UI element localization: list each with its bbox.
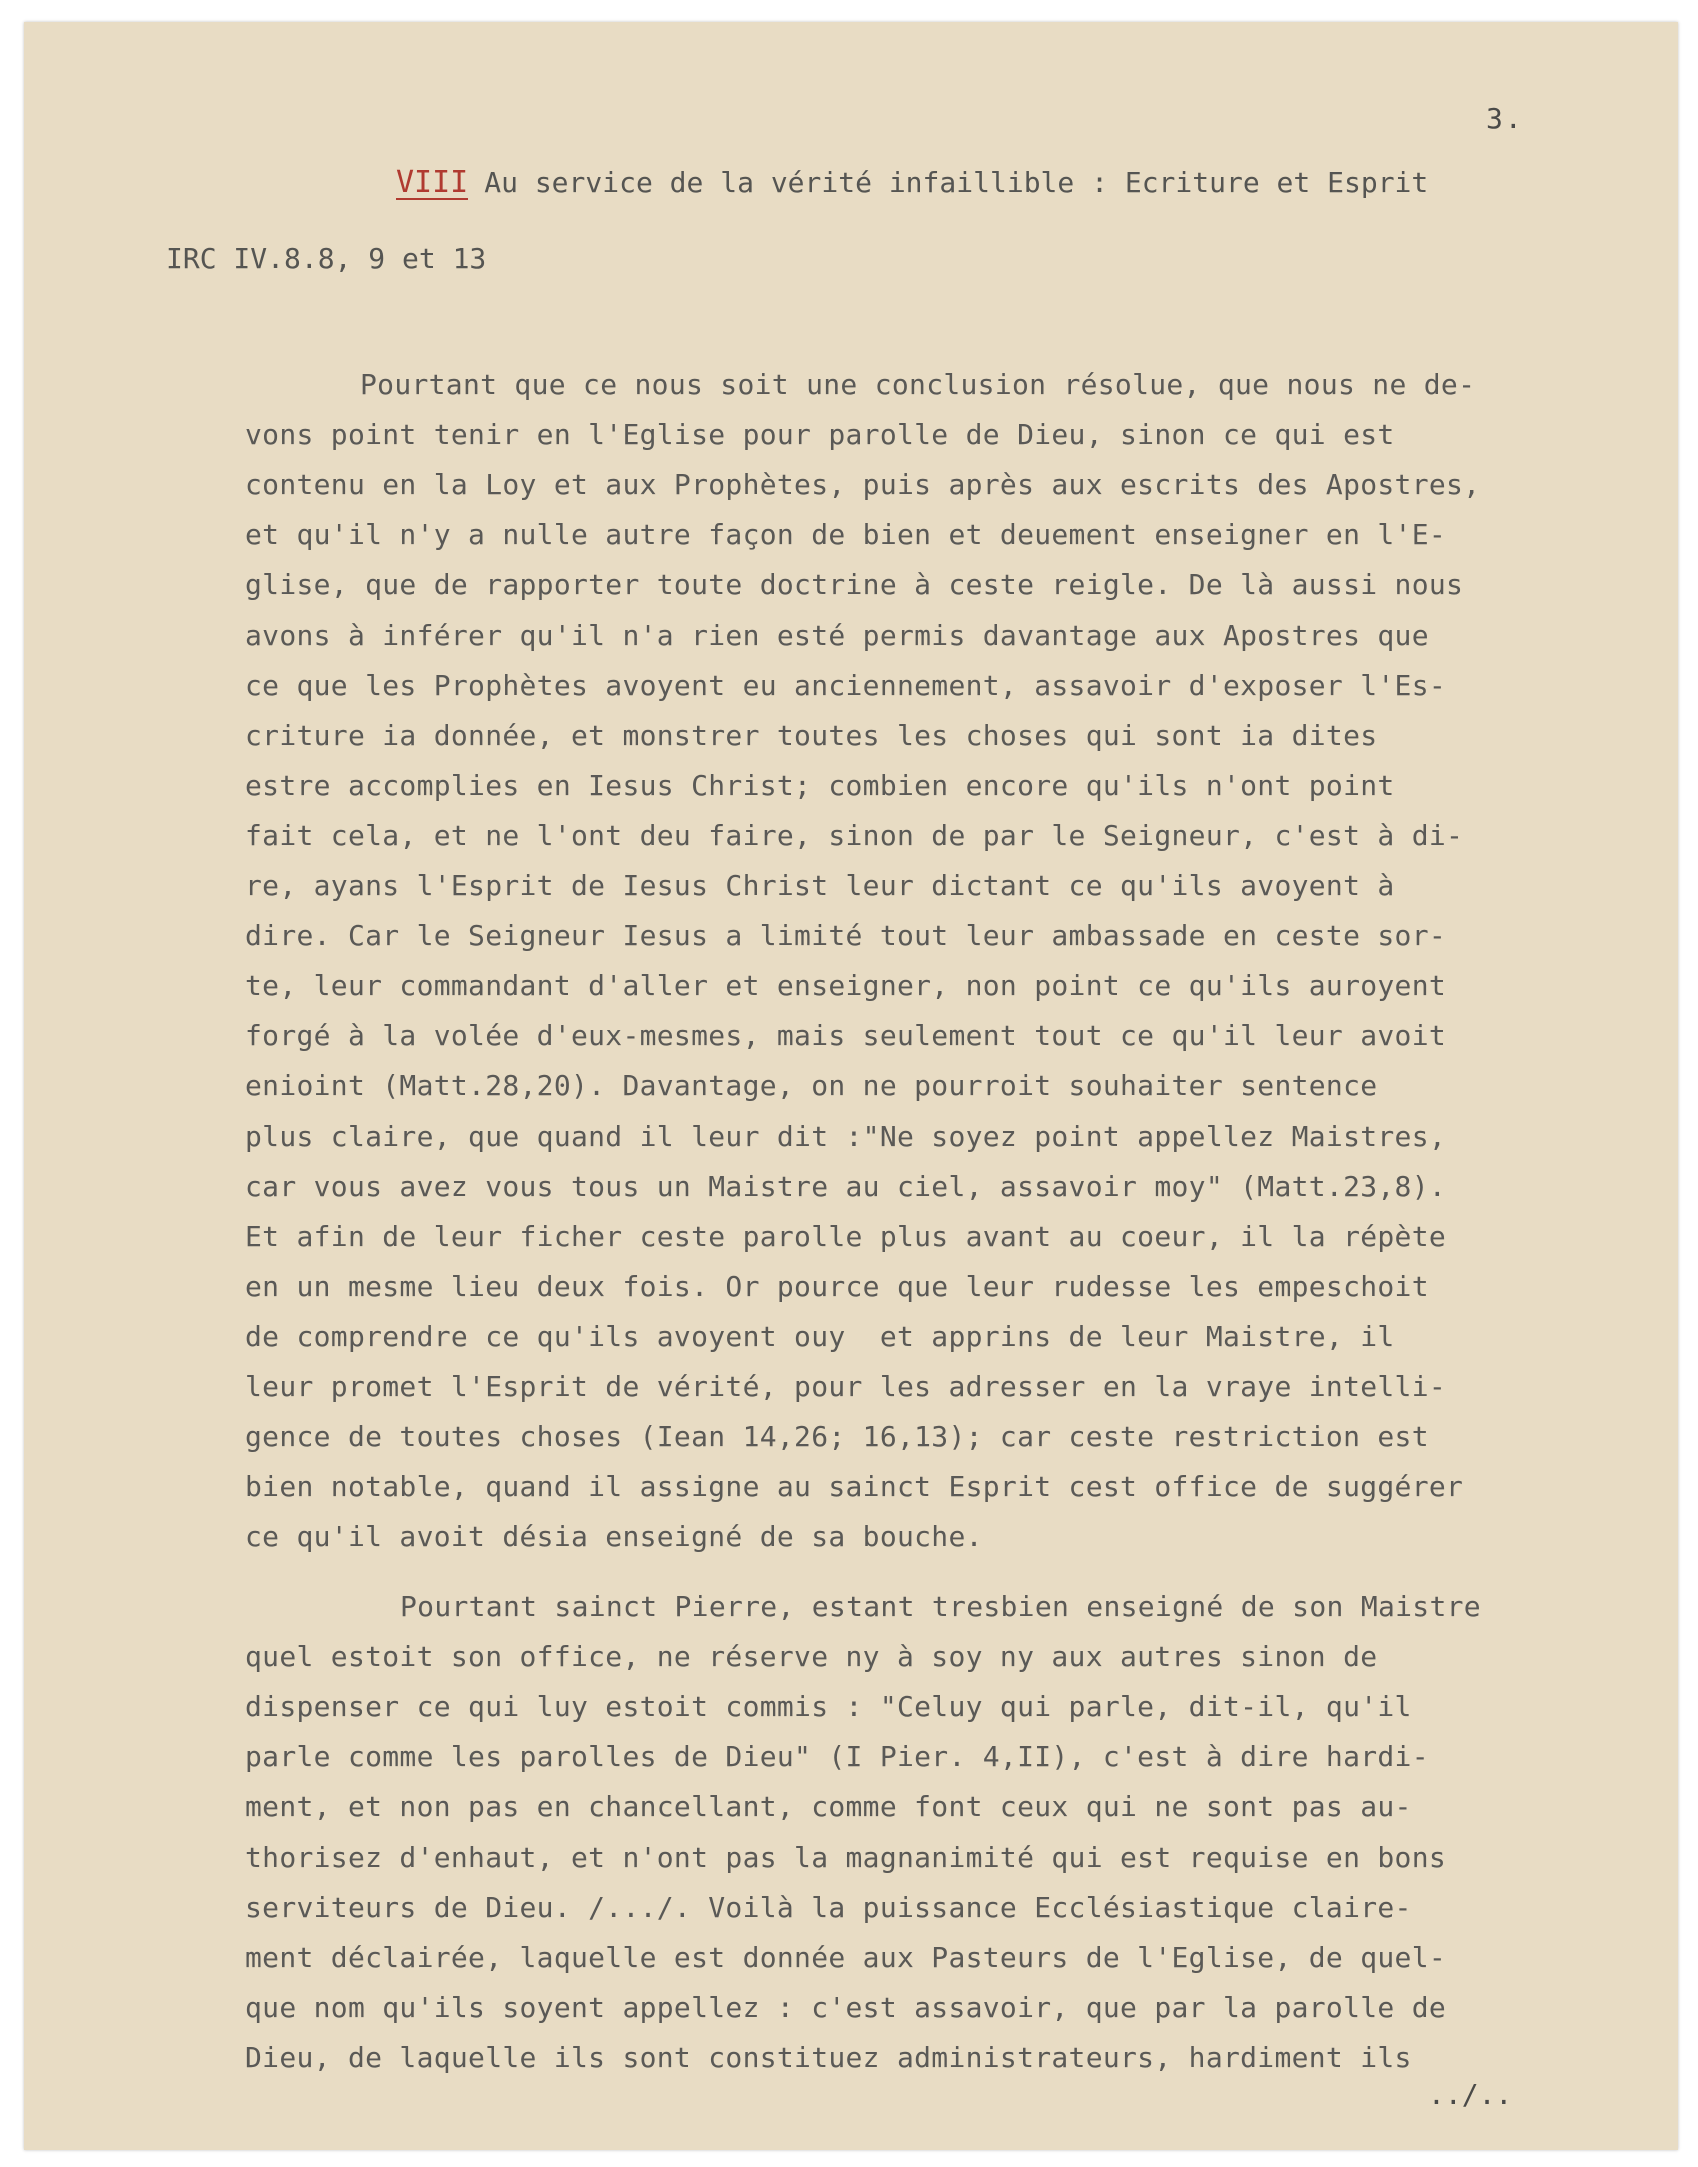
- text-line: Dieu, de laquelle ils sont constituez administrateurs, hardiment ils: [245, 2040, 1412, 2074]
- section-title: Au service de la vérité infaillible : Ecriture et Esprit: [484, 166, 1429, 199]
- text-line: re, ayans l'Esprit de Iesus Christ leur dictant ce qu'ils avoyent à: [245, 869, 1395, 902]
- text-line: Pourtant sainct Pierre, estant tresbien enseigné de son Maistre: [400, 1590, 1481, 1623]
- text-line: criture ia donnée, et monstrer toutes les choses qui sont ia dites: [245, 718, 1378, 752]
- continuation-mark: ../..: [1428, 2078, 1513, 2111]
- text-line: enioint (Matt.28,20). Davantage, on ne pourroit souhaiter sentence: [245, 1069, 1378, 1103]
- text-line: serviteurs de Dieu. /.../. Voilà la puissance Ecclésiastique claire-: [245, 1890, 1412, 1924]
- text-line: estre accomplies en Iesus Christ; combien encore qu'ils n'ont point: [245, 768, 1395, 802]
- text-line: et qu'il n'y a nulle autre façon de bien et deuement enseigner en l'E-: [245, 518, 1447, 552]
- text-line: contenu en la Loy et aux Prophètes, puis après aux escrits des Apostres,: [245, 468, 1481, 502]
- text-line: de comprendre ce qu'ils avoyent ouy et apprins de leur Maistre, il: [245, 1319, 1395, 1353]
- text-line: ment, et non pas en chancellant, comme font ceux qui ne sont pas au-: [245, 1790, 1412, 1824]
- text-line: Pourtant que ce nous soit une conclusion résolue, que nous ne de-: [360, 368, 1476, 401]
- text-line: plus claire, que quand il leur dit :"Ne soyez point appellez Maistres,: [245, 1119, 1447, 1153]
- text-line: Et afin de leur ficher ceste parolle plus avant au coeur, il la répète: [245, 1219, 1447, 1253]
- section-heading: [396, 166, 1428, 200]
- text-line: ce qu'il avoit désia enseigné de sa bouche.: [245, 1520, 983, 1554]
- text-line: leur promet l'Esprit de vérité, pour les adresser en la vraye intelli-: [245, 1370, 1447, 1403]
- text-line: forgé à la volée d'eux-mesmes, mais seulement tout ce qu'il leur avoit: [245, 1019, 1447, 1053]
- text-line: gence de toutes choses (Iean 14,26; 16,13); car ceste restriction est: [245, 1420, 1429, 1454]
- section-roman-numeral: VIII: [396, 165, 469, 200]
- text-line: dire. Car le Seigneur Iesus a limité tout leur ambassade en ceste sor-: [245, 919, 1447, 953]
- text-line: glise, que de rapporter toute doctrine à ceste reigle. De là aussi nous: [245, 568, 1464, 602]
- text-line: ce que les Prophètes avoyent eu anciennement, assavoir d'exposer l'Es-: [245, 668, 1447, 702]
- text-line: bien notable, quand il assigne au sainct Esprit cest office de suggérer: [245, 1470, 1464, 1504]
- text-line: fait cela, et ne l'ont deu faire, sinon de par le Seigneur, c'est à di-: [245, 818, 1464, 852]
- text-line: ment déclairée, laquelle est donnée aux Pasteurs de l'Eglise, de quel-: [245, 1940, 1447, 1974]
- text-line: en un mesme lieu deux fois. Or pource que leur rudesse les empeschoit: [245, 1269, 1429, 1303]
- text-line: thorisez d'enhaut, et n'ont pas la magnanimité qui est requise en bons: [245, 1840, 1447, 1874]
- text-line: quel estoit son office, ne réserve ny à soy ny aux autres sinon de: [245, 1640, 1378, 1674]
- text-line: vons point tenir en l'Eglise pour parolle de Dieu, sinon ce qui est: [245, 418, 1395, 452]
- text-line: que nom qu'ils soyent appellez : c'est assavoir, que par la parolle de: [245, 1990, 1447, 2024]
- text-line: parle comme les parolles de Dieu" (I Pier. 4,II), c'est à dire hardi-: [245, 1740, 1429, 1774]
- page-number: 3.: [1486, 102, 1524, 135]
- text-line: dispenser ce qui luy estoit commis : "Celuy qui parle, dit-il, qu'il: [245, 1690, 1412, 1724]
- text-line: car vous avez vous tous un Maistre au ciel, assavoir moy" (Matt.23,8).: [245, 1169, 1447, 1203]
- text-line: avons à inférer qu'il n'a rien esté permis davantage aux Apostres que: [245, 618, 1429, 652]
- text-line: te, leur commandant d'aller et enseigner, non point ce qu'ils auroyent: [245, 969, 1447, 1003]
- source-reference: IRC IV.8.8, 9 et 13: [166, 242, 487, 275]
